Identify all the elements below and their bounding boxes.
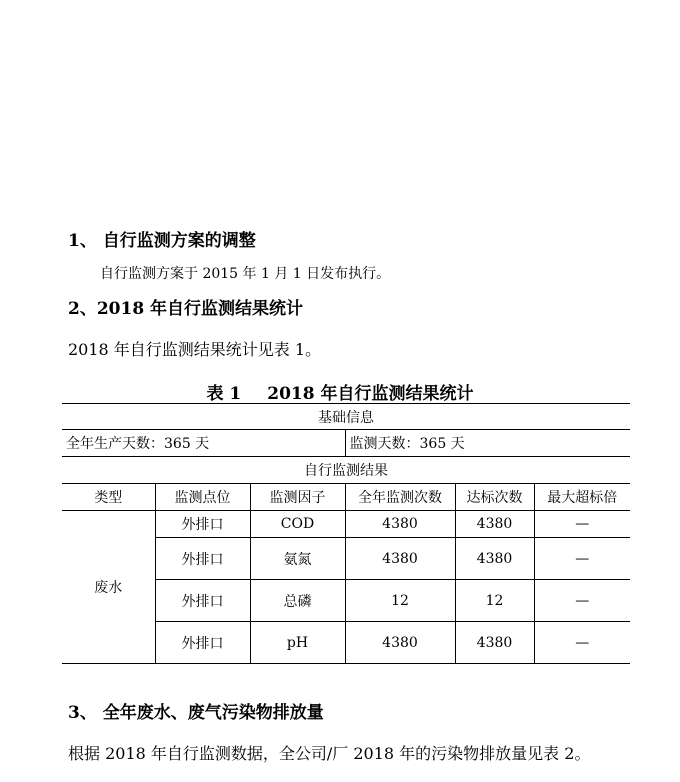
- section-2-heading: 2、2018 年自行监测结果统计: [68, 299, 304, 319]
- factor-cell: COD: [250, 511, 345, 538]
- count-cell: 12: [345, 580, 455, 622]
- section-3-heading: 3、 全年废水、废气污染物排放量: [68, 703, 324, 723]
- passed-cell: 12: [455, 580, 534, 622]
- column-header: 最大超标倍: [534, 484, 630, 511]
- results-header: 自行监测结果: [62, 457, 630, 484]
- passed-cell: 4380: [455, 622, 534, 664]
- max-exceed-cell: —: [534, 622, 630, 664]
- production-days-cell: 全年生产天数：365 天: [62, 430, 345, 457]
- basic-info-header: 基础信息: [62, 404, 630, 430]
- column-header-row: [62, 484, 630, 511]
- table-caption-label: 表 1: [206, 384, 242, 404]
- count-cell: 4380: [345, 622, 455, 664]
- factor-cell: pH: [250, 622, 345, 664]
- section-3-text: 根据 2018 年自行监测数据，全公司/厂 2018 年的污染物排放量见表 2。: [68, 744, 591, 763]
- point-cell: 外排口: [155, 622, 250, 664]
- max-exceed-cell: —: [534, 511, 630, 538]
- monitoring-results-table: [62, 403, 630, 664]
- factor-cell: 总磷: [250, 580, 345, 622]
- column-header: 全年监测次数: [345, 484, 455, 511]
- table-row: [62, 511, 630, 538]
- column-header: 达标次数: [455, 484, 534, 511]
- monitoring-days-cell: 监测天数：365 天: [345, 430, 630, 457]
- point-cell: 外排口: [155, 511, 250, 538]
- factor-cell: 氨氮: [250, 538, 345, 580]
- category-cell: 废水: [62, 511, 155, 664]
- passed-cell: 4380: [455, 538, 534, 580]
- section-1-heading: 1、 自行监测方案的调整: [68, 231, 256, 251]
- passed-cell: 4380: [455, 511, 534, 538]
- table-caption-title: 2018 年自行监测结果统计: [267, 384, 474, 404]
- column-header: 监测点位: [155, 484, 250, 511]
- count-cell: 4380: [345, 511, 455, 538]
- count-cell: 4380: [345, 538, 455, 580]
- point-cell: 外排口: [155, 538, 250, 580]
- max-exceed-cell: —: [534, 538, 630, 580]
- column-header: 类型: [62, 484, 155, 511]
- section-1-text: 自行监测方案于 2015 年 1 月 1 日发布执行。: [100, 266, 391, 282]
- point-cell: 外排口: [155, 580, 250, 622]
- table-caption: [0, 379, 680, 404]
- column-header: 监测因子: [250, 484, 345, 511]
- max-exceed-cell: —: [534, 580, 630, 622]
- section-2-text: 2018 年自行监测结果统计见表 1。: [68, 340, 322, 359]
